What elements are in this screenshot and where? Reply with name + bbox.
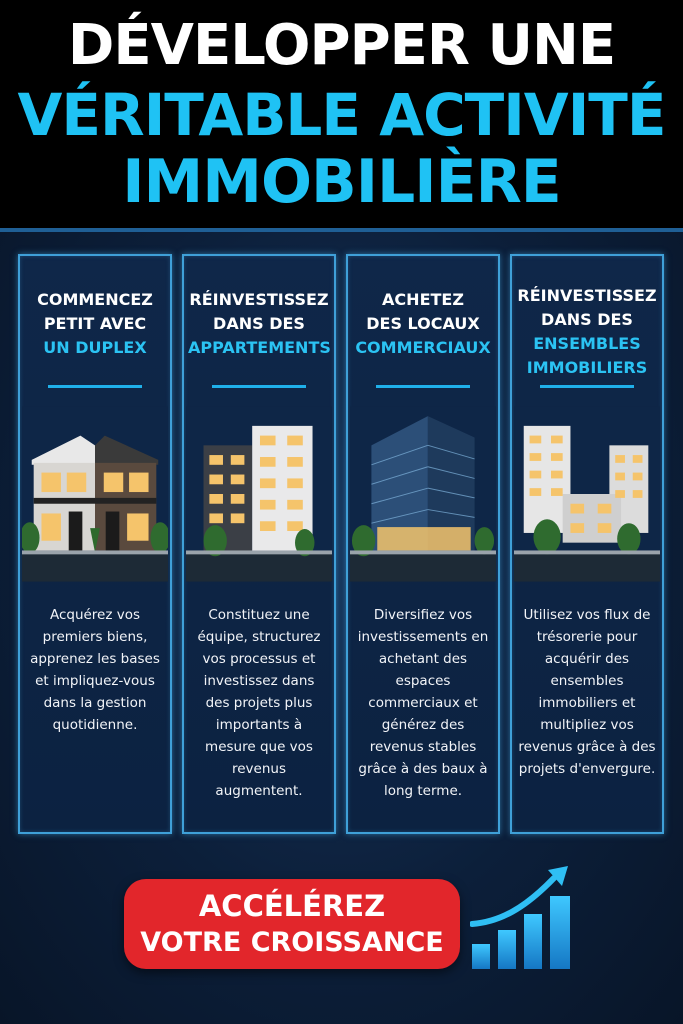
step-card-duplex	[18, 254, 172, 834]
cta-button[interactable]	[124, 879, 460, 969]
headline-line-2: VÉRITABLE ACTIVITÉ	[17, 81, 666, 149]
headline-line-3: IMMOBILIÈRE	[122, 147, 561, 217]
step-card-commercial	[346, 254, 500, 834]
step-title-line: DANS DES	[541, 310, 633, 329]
step-title-highlight: APPARTEMENTS	[188, 338, 331, 357]
step-card-complex	[510, 254, 664, 834]
step-divider	[376, 385, 470, 388]
step-title-highlight: IMMOBILIERS	[526, 358, 648, 377]
step-title	[352, 288, 494, 360]
step-title-highlight: COMMERCIAUX	[355, 338, 491, 357]
step-divider	[48, 385, 142, 388]
step-title-line: DANS DES	[213, 314, 305, 333]
step-divider	[212, 385, 306, 388]
page-header	[0, 0, 683, 228]
headline-line-1: DÉVELOPPER UNE	[67, 13, 616, 78]
step-title-line: ACHETEZ	[382, 290, 464, 309]
step-description: Acquérez vos premiers biens, apprenez les bases et impliquez-vous dans la gestion quotidienne.	[30, 607, 160, 733]
step-title-line: PETIT AVEC	[43, 314, 147, 333]
cta-line-2: VOTRE CROISSANCE	[140, 927, 444, 958]
step-title-highlight: ENSEMBLES	[533, 334, 641, 353]
step-title-line: COMMENCEZ	[37, 290, 153, 309]
apartment-building-icon	[186, 404, 332, 584]
step-title	[188, 288, 330, 360]
step-title-line: DES LOCAUX	[366, 314, 480, 333]
step-description: Utilisez vos flux de trésorerie pour acquérir des ensembles immobiliers et multipliez vos revenus grâce à des projets d'envergure.	[518, 607, 656, 777]
housing-complex-icon	[514, 404, 660, 584]
step-title-line: RÉINVESTISSEZ	[189, 290, 329, 309]
step-title	[516, 284, 658, 380]
duplex-house-icon	[22, 404, 168, 584]
step-description: Constituez une équipe, structurez vos processus et investissez dans des projets plus importants à mesure que vos revenus augmentent.	[197, 607, 321, 799]
step-title	[24, 288, 166, 360]
growth-chart-icon	[470, 864, 590, 974]
commercial-building-icon	[350, 404, 496, 584]
step-title-line: RÉINVESTISSEZ	[517, 286, 657, 305]
step-title-highlight: UN DUPLEX	[43, 338, 147, 357]
step-card-apartments	[182, 254, 336, 834]
step-divider	[540, 385, 634, 388]
step-description: Diversifiez vos investissements en achetant des espaces commerciaux et générez des revenus stables grâce à des baux à long terme.	[357, 607, 489, 799]
cta-line-1: ACCÉLÉREZ	[198, 889, 386, 923]
